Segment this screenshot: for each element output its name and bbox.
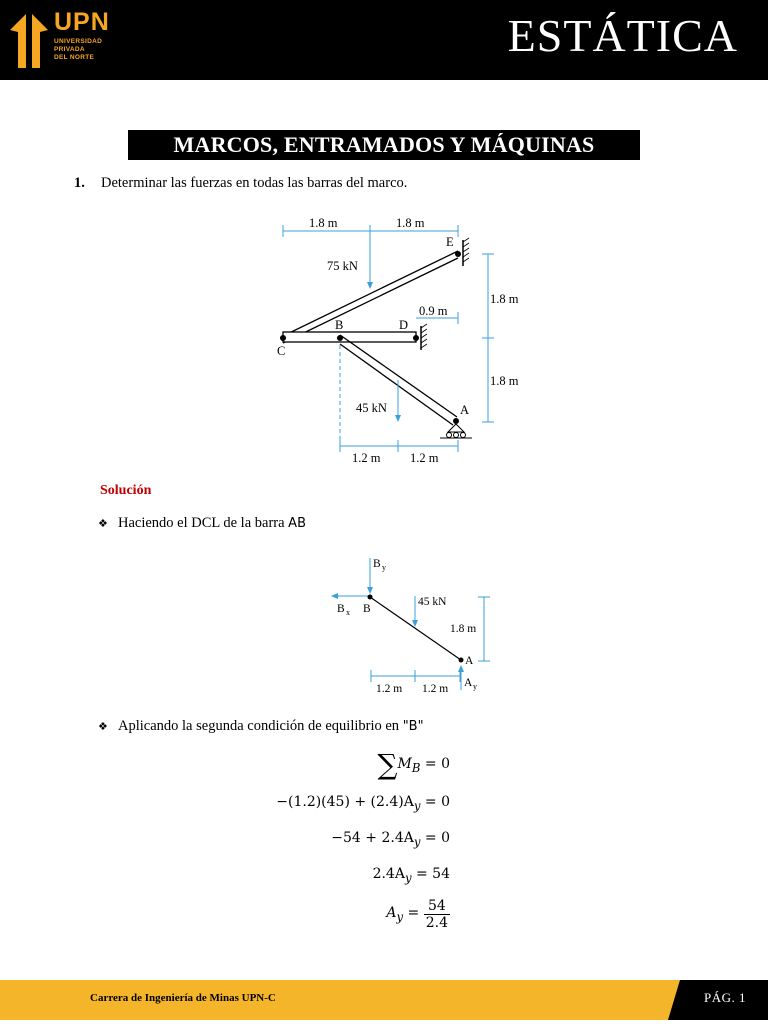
problem-number: 1.: [74, 175, 85, 191]
svg-text:x: x: [346, 608, 350, 617]
label-d: D: [399, 318, 409, 332]
equation-3: $-54 + 2.4A_y = 0$: [331, 830, 450, 849]
dim-right-bottom: 1.8 m: [490, 374, 519, 388]
svg-text:A: A: [464, 677, 473, 689]
diamond-bullet-icon: ❖: [98, 721, 108, 733]
dim-d: 0.9 m: [419, 304, 448, 318]
problem-text: Determinar las fuerzas en todas las barras del marco.: [101, 175, 408, 191]
fbd-figure: [328, 552, 498, 700]
frame-figure: [270, 205, 540, 470]
equation-4: $2.4A_y = 54$: [372, 866, 450, 885]
label-c: C: [277, 344, 286, 358]
brand-name: UPN: [54, 8, 110, 36]
svg-text:B: B: [363, 603, 371, 615]
bullet-dcl: ❖ Haciendo el DCL de la barra AB: [98, 515, 306, 531]
svg-text:A: A: [465, 655, 474, 667]
diamond-bullet-icon: ❖: [98, 518, 108, 530]
load-75: 75 kN: [327, 259, 358, 273]
footer-program: Carrera de Ingeniería de Minas UPN-C: [90, 992, 276, 1004]
load-45: 45 kN: [356, 401, 387, 415]
brand-subtitle: UNIVERSIDAD PRIVADA DEL NORTE: [54, 38, 103, 61]
equation-2: $-(1.2)(45) + (2.4)A_y = 0$: [276, 794, 450, 813]
dim-top-right: 1.8 m: [396, 216, 425, 230]
label-b: B: [335, 318, 344, 332]
page-title: MARCOS, ENTRAMADOS Y MÁQUINAS: [128, 130, 640, 160]
page-number: PÁG. 1: [704, 990, 747, 1005]
bullet-equilibrium: ❖ Aplicando la segunda condición de equilibrio en "B": [98, 718, 424, 734]
problem-statement: [74, 175, 407, 192]
upn-logo-icon: [6, 10, 52, 70]
svg-text:B: B: [373, 558, 381, 570]
course-title: ESTÁTICA: [507, 10, 738, 61]
dim-top-left: 1.8 m: [309, 216, 338, 230]
solution-heading: Solución: [100, 483, 152, 498]
svg-text:1.2 m: 1.2 m: [376, 683, 403, 695]
svg-text:1.8 m: 1.8 m: [450, 623, 477, 635]
svg-text:45 kN: 45 kN: [418, 596, 447, 608]
equation-sum-moments: $\sum M_B = 0$: [377, 748, 450, 781]
svg-text:y: y: [473, 682, 477, 691]
dim-bottom-right: 1.2 m: [410, 451, 439, 465]
label-e: E: [446, 235, 454, 249]
svg-text:y: y: [382, 563, 386, 572]
equation-5: $A_y$ = $\frac{54}{2.4}$: [386, 898, 448, 931]
svg-text:B: B: [337, 603, 345, 615]
svg-text:1.2 m: 1.2 m: [422, 683, 449, 695]
label-a: A: [460, 403, 470, 417]
dim-bottom-left: 1.2 m: [352, 451, 381, 465]
dim-right-top: 1.8 m: [490, 292, 519, 306]
page-header: [0, 0, 768, 80]
